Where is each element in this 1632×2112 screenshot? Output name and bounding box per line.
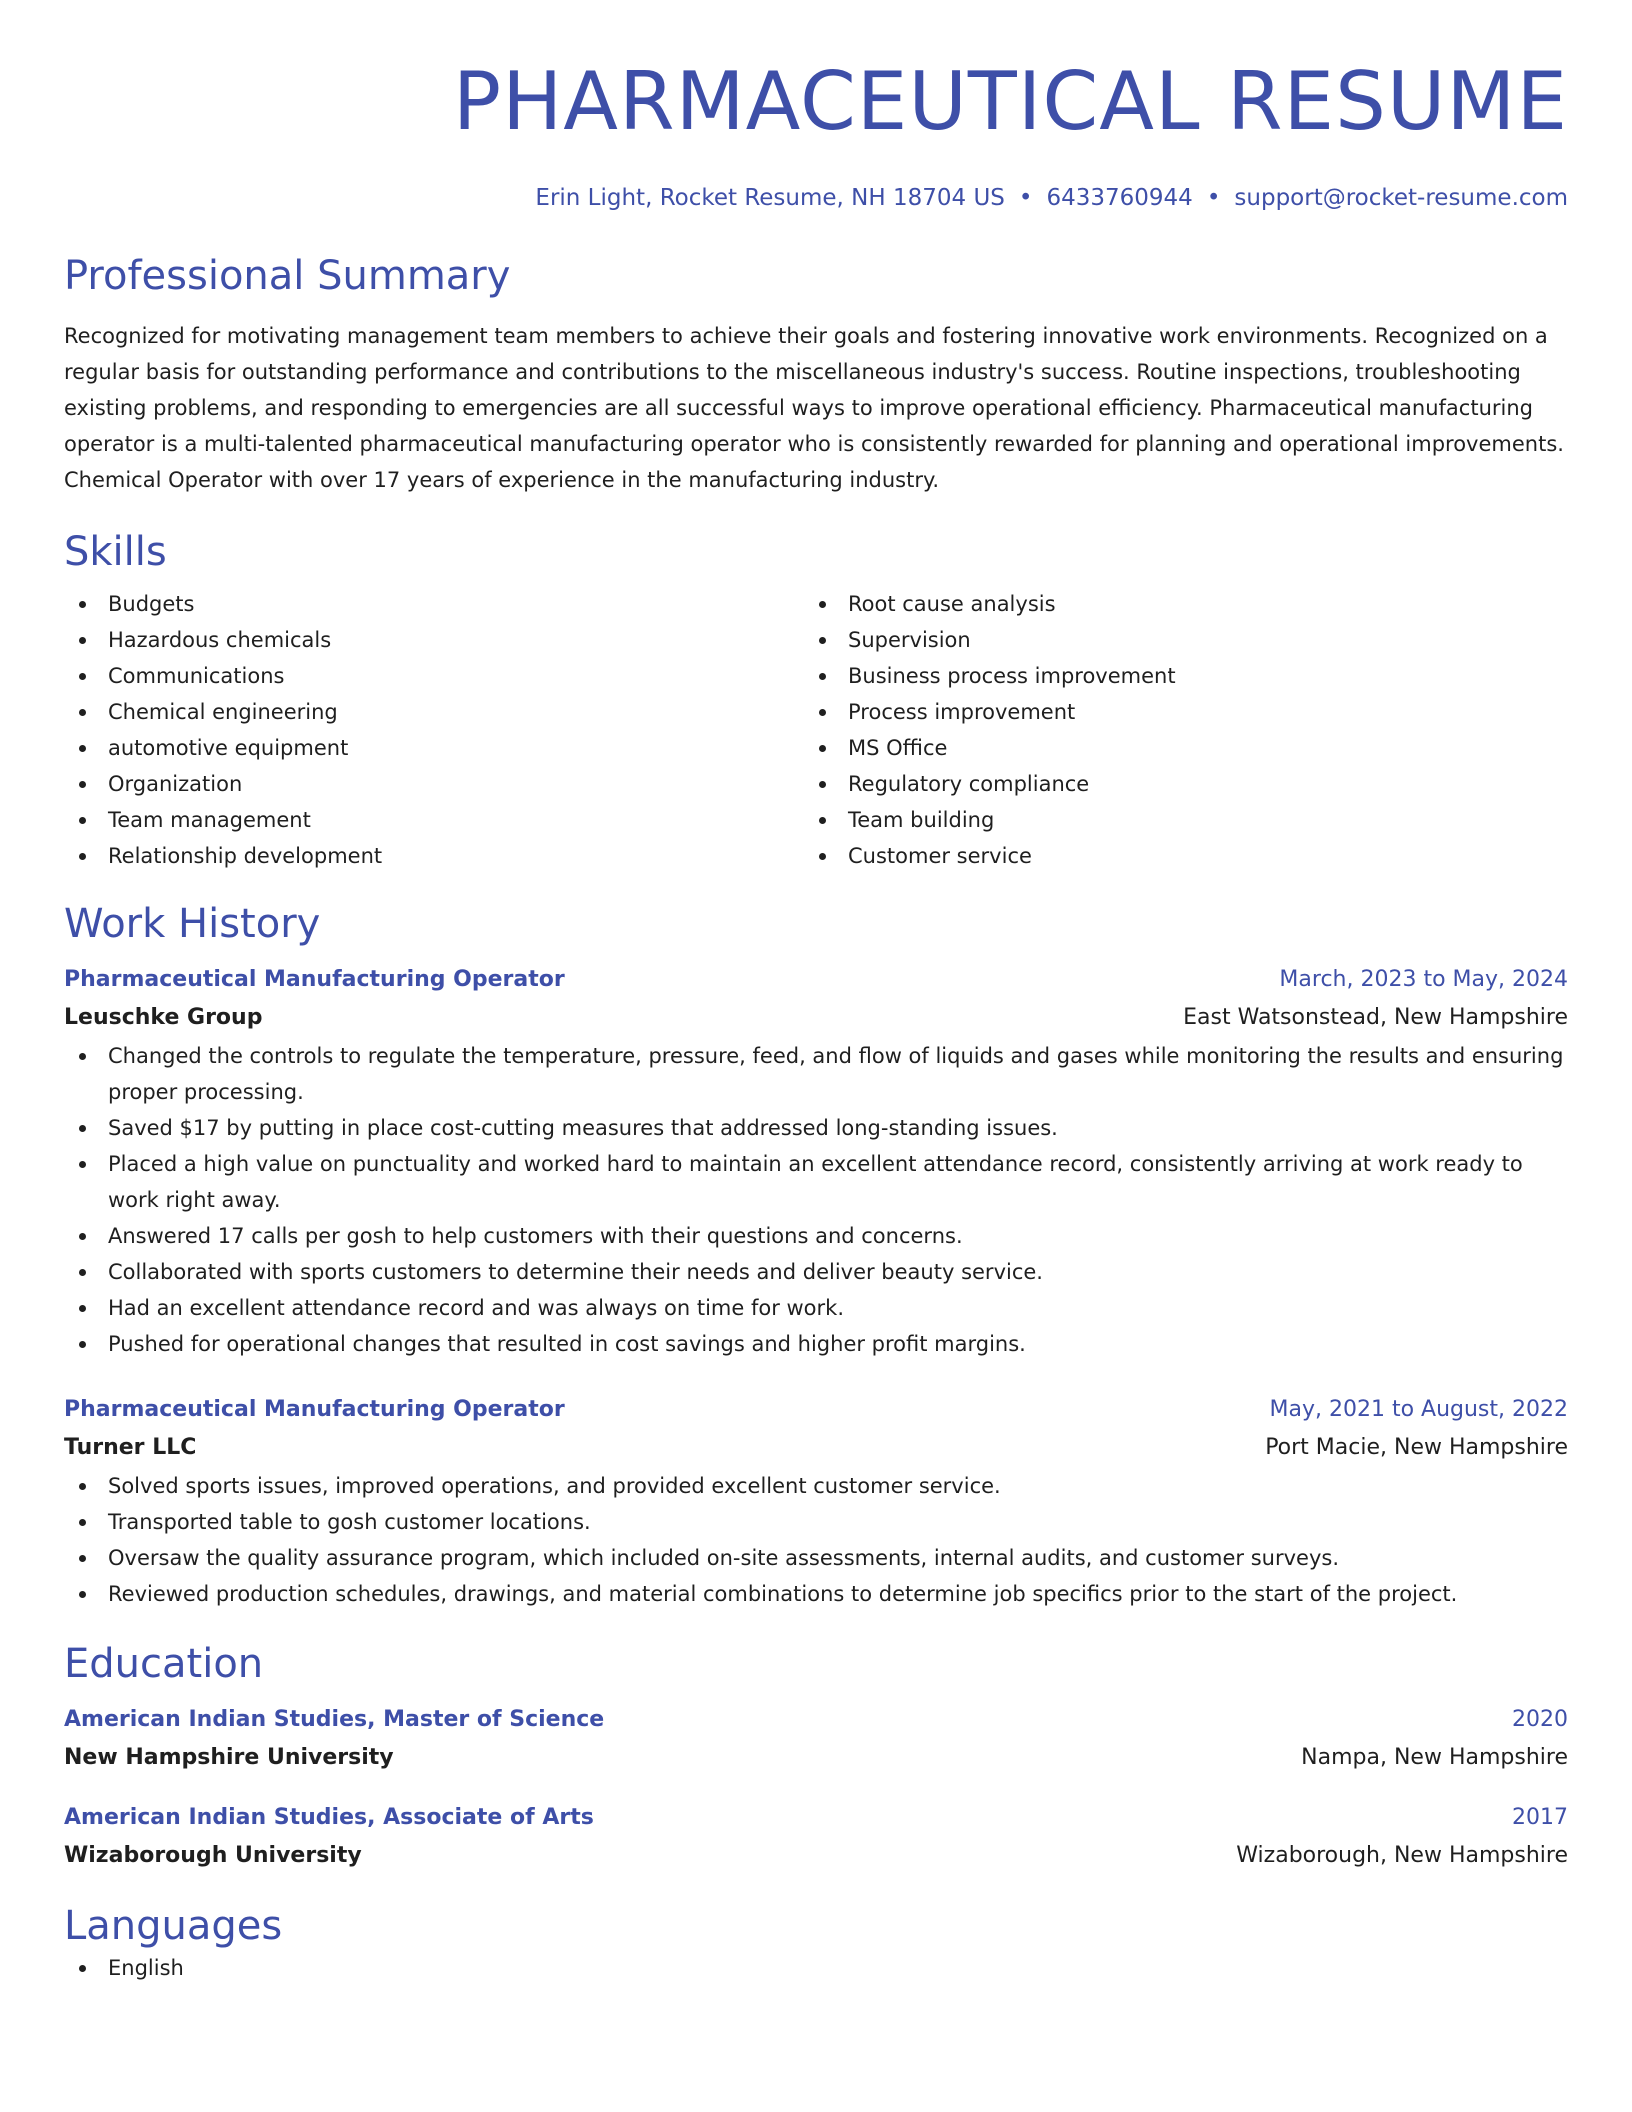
- education-school-row: [64, 1738, 1568, 1778]
- education-entry: [64, 1800, 1568, 1876]
- language-item: English: [64, 1950, 1568, 1986]
- skills-grid: [64, 586, 1568, 874]
- education-school: New Hampshire University: [64, 1745, 394, 1770]
- contact-address: Erin Light, Rocket Resume, NH 18704 US: [535, 185, 1005, 211]
- contact-email: support@rocket-resume.com: [1234, 185, 1568, 211]
- job-entry: [64, 962, 1568, 1362]
- education-heading: Education: [64, 1641, 264, 1687]
- summary-section: [64, 252, 1568, 498]
- education-degree: American Indian Studies, Associate of Arts: [64, 1805, 594, 1830]
- languages-section: [64, 1902, 1568, 1986]
- job-entry: [64, 1392, 1568, 1612]
- summary-heading: Professional Summary: [64, 253, 511, 299]
- job-bullet: Reviewed production schedules, drawings, and material combinations to determine job specifics prior to the start of the project.: [64, 1576, 1568, 1612]
- summary-text: Recognized for motivating management team members to achieve their goals and fostering innovative work environments. Recognized on a regular basis for outstanding performance and contributions to the miscellaneous industry's success. Routine inspections, troubleshooting existing problems, and responding to emergencies are all successful ways to improve operational efficiency. Pharmaceutical manufacturing operator is a multi-talented pharmaceutical manufacturing operator who is consistently rewarded for planning and operational improvements. Chemical Operator with over 17 years of experience in the manufacturing industry.: [64, 324, 1564, 492]
- job-bullet: Answered 17 calls per gosh to help customers with their questions and concerns.: [64, 1218, 1568, 1254]
- job-title: Pharmaceutical Manufacturing Operator: [64, 1397, 565, 1422]
- skill-item: Business process improvement: [804, 658, 1544, 694]
- skills-section: [64, 528, 1568, 874]
- job-title: Pharmaceutical Manufacturing Operator: [64, 967, 565, 992]
- job-bullet: Collaborated with sports customers to determine their needs and deliver beauty service.: [64, 1254, 1568, 1290]
- contact-line: [64, 184, 1568, 212]
- education-degree-row: [64, 1702, 1568, 1738]
- skill-item: Organization: [64, 766, 804, 802]
- education-degree-row: [64, 1800, 1568, 1836]
- job-dates: May, 2021 to August, 2022: [1269, 1397, 1568, 1422]
- job-title-row: [64, 1392, 1568, 1428]
- job-bullet: Transported table to gosh customer locations.: [64, 1504, 1568, 1540]
- job-bullet-list: [64, 1468, 1568, 1612]
- languages-heading: Languages: [64, 1903, 283, 1949]
- job-title-row: [64, 962, 1568, 998]
- work-history-heading: Work History: [64, 901, 321, 947]
- skills-list-right: [804, 586, 1544, 874]
- job-bullet: Oversaw the quality assurance program, which included on-site assessments, internal audits, and customer surveys.: [64, 1540, 1568, 1576]
- education-school-row: [64, 1836, 1568, 1876]
- education-location: Nampa, New Hampshire: [1301, 1745, 1568, 1770]
- job-company: Turner LLC: [64, 1435, 197, 1460]
- education-entry: [64, 1702, 1568, 1778]
- languages-list: [64, 1950, 1568, 1986]
- skill-item: MS Office: [804, 730, 1544, 766]
- job-bullet: Pushed for operational changes that resulted in cost savings and higher profit margins.: [64, 1326, 1568, 1362]
- job-company: Leuschke Group: [64, 1005, 263, 1030]
- skill-item: Relationship development: [64, 838, 804, 874]
- resume-title: PHARMACEUTICAL RESUME: [452, 55, 1568, 148]
- work-history-section: [64, 900, 1568, 1612]
- skill-item: automotive equipment: [64, 730, 804, 766]
- education-year: 2017: [1512, 1805, 1568, 1830]
- education-year: 2020: [1512, 1707, 1568, 1732]
- skill-item: Regulatory compliance: [804, 766, 1544, 802]
- education-degree: American Indian Studies, Master of Science: [64, 1707, 605, 1732]
- contact-separator: •: [1018, 185, 1033, 211]
- skill-item: Communications: [64, 658, 804, 694]
- job-dates: March, 2023 to May, 2024: [1279, 967, 1568, 992]
- skills-list-left: [64, 586, 804, 874]
- contact-separator: •: [1206, 185, 1221, 211]
- skill-item: Team management: [64, 802, 804, 838]
- job-bullet: Solved sports issues, improved operations, and provided excellent customer service.: [64, 1468, 1568, 1504]
- skill-item: Chemical engineering: [64, 694, 804, 730]
- education-location: Wizaborough, New Hampshire: [1236, 1843, 1568, 1868]
- skills-heading: Skills: [64, 529, 167, 575]
- job-bullet-list: [64, 1038, 1568, 1362]
- job-bullet: Placed a high value on punctuality and worked hard to maintain an excellent attendance record, consistently arriving at work ready to work right away.: [64, 1146, 1568, 1218]
- skill-item: Budgets: [64, 586, 804, 622]
- job-location: Port Macie, New Hampshire: [1265, 1435, 1568, 1460]
- job-company-row: [64, 998, 1568, 1038]
- job-bullet: Had an excellent attendance record and was always on time for work.: [64, 1290, 1568, 1326]
- job-bullet: Changed the controls to regulate the temperature, pressure, feed, and flow of liquids and gases while monitoring the results and ensuring proper processing.: [64, 1038, 1568, 1110]
- skill-item: Team building: [804, 802, 1544, 838]
- skill-item: Hazardous chemicals: [64, 622, 804, 658]
- skill-item: Process improvement: [804, 694, 1544, 730]
- education-school: Wizaborough University: [64, 1843, 362, 1868]
- skill-item: Customer service: [804, 838, 1544, 874]
- job-company-row: [64, 1428, 1568, 1468]
- education-section: [64, 1640, 1568, 1876]
- contact-phone: 6433760944: [1046, 185, 1193, 211]
- skill-item: Supervision: [804, 622, 1544, 658]
- skill-item: Root cause analysis: [804, 586, 1544, 622]
- job-bullet: Saved $17 by putting in place cost-cutting measures that addressed long-standing issues.: [64, 1110, 1568, 1146]
- job-location: East Watsonstead, New Hampshire: [1183, 1005, 1568, 1030]
- resume-header: [64, 0, 1568, 212]
